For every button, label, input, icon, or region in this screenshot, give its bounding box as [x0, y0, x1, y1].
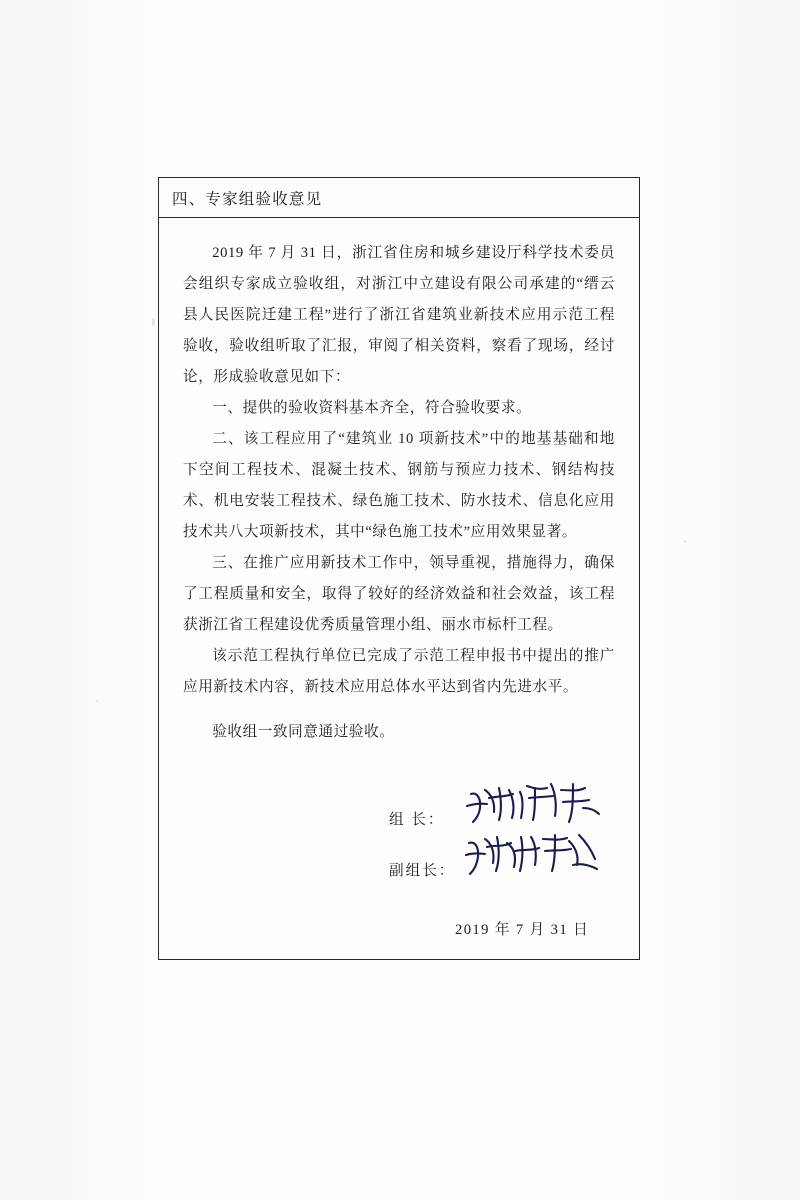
paragraph-item-2: 二、该工程应用了“建筑业 10 项新技术”中的地基基础和地下空间工程技术、混凝土技术、钢筋与预应力技术、钢结构技术、机电安装工程技术、绿色施工技术、防水技术、信息化应用技术共八大项新技术，其中“绿色施工技术”应用效果显著。: [183, 431, 615, 540]
paragraph-conclusion: 验收组一致同意通过验收。: [212, 724, 395, 740]
paragraph-intro: 2019 年 7 月 31 日，浙江省住房和城乡建设厅科学技术委员会组织专家成立验收组，对浙江中立建设有限公司承建的“缙云县人民医院迁建工程”进行了浙江省建筑业新技术应用示范工程验收，验收组听取了汇报，审阅了相关资料，察看了现场，经讨论，形成验收意见如下：: [183, 245, 615, 385]
paragraph-summary: 该示范工程执行单位已完成了示范工程申报书中提出的推广应用新技术内容，新技术应用总体水平达到省内先进水平。: [183, 648, 615, 695]
scan-shading-right: [660, 0, 800, 1200]
paragraph-item-1: 一、提供的验收资料基本齐全，符合验收要求。: [212, 400, 532, 416]
scan-speck: [96, 700, 98, 702]
scan-speck: [684, 540, 686, 543]
expert-acceptance-opinion-form: [158, 177, 640, 960]
signature-leader-handwriting: [469, 790, 599, 824]
section-header: 四、专家组验收意见: [159, 178, 639, 218]
signature-block: [183, 790, 615, 892]
signature-deputy-handwriting: [469, 841, 599, 875]
paragraph-item-3: 三、在推广应用新技术工作中，领导重视，措施得力，确保了工程质量和安全，取得了较好的经济效益和社会效益，该工程获浙江省工程建设优秀质量管理小组、丽水市标杆工程。: [183, 555, 615, 633]
scan-speck: [152, 318, 155, 326]
opinion-body: [159, 218, 639, 959]
signature-date: 2019 年 7 月 31 日: [455, 922, 590, 938]
signature-row-deputy: [389, 841, 615, 892]
scan-shading-left: [0, 0, 150, 1200]
signature-deputy-label: 副组长：: [389, 863, 456, 879]
signature-leader-label: 组 长：: [389, 812, 445, 828]
